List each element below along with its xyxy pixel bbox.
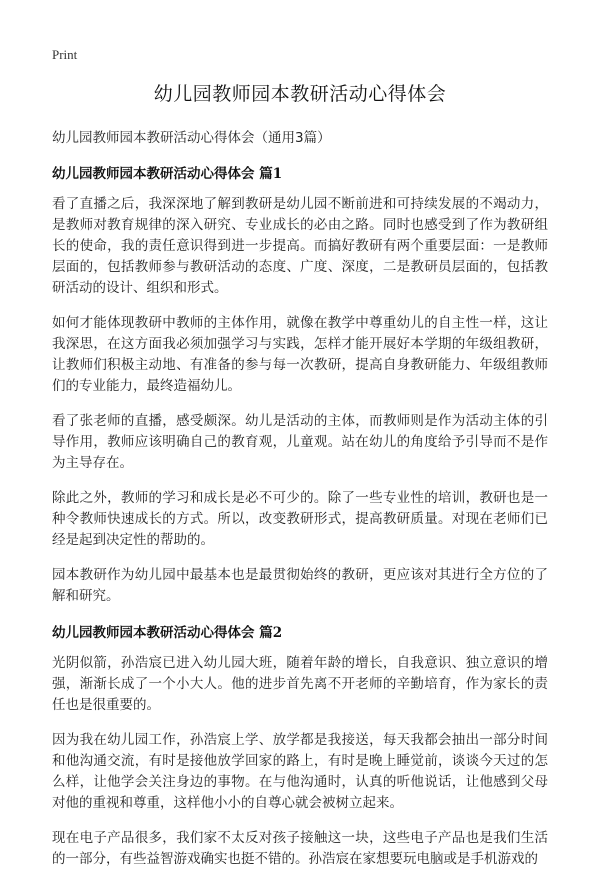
paragraph: 现在电子产品很多，我们家不太反对孩子接触这一块，这些电子产品也是我们生活的一部分，有些益智游戏确实也挺不错的。孙浩宸在家想要玩电脑或是手机游戏的: [52, 830, 548, 867]
section-1: [52, 162, 548, 607]
document-title: 幼儿园教师园本教研活动心得体会: [153, 83, 447, 105]
paragraph: 除此之外，教师的学习和成长是必不可少的。除了一些专业性的培训，教研也是一种令教师快速成长的方式。所以，改变教研形式，提高教研质量。对现在老师们已经是起到决定性的帮助的。: [52, 490, 548, 548]
section-heading: 幼儿园教师园本教研活动心得体会 篇1: [52, 166, 283, 182]
print-link[interactable]: Print: [52, 47, 78, 62]
section-heading: 幼儿园教师园本教研活动心得体会 篇2: [52, 625, 283, 641]
paragraph: 如何才能体现教研中教师的主体作用，就像在教学中尊重幼儿的自主性一样，这让我深思，在这方面我必须加强学习与实践，怎样才能开展好本学期的年级组教研，让教师们积极主动地、有准备的参与每一次教研，提高自身教研能力、年级组教师们的专业能力，最终造福幼儿。: [52, 315, 548, 394]
paragraph: 园本教研作为幼儿园中最基本也是最贯彻始终的教研，更应该对其进行全方位的了解和研究。: [52, 567, 548, 604]
paragraph: 光阴似箭，孙浩宸已进入幼儿园大班，随着年龄的增长，自我意识、独立意识的增强，渐渐长成了一个小大人。他的进步首先离不开老师的辛勤培育，作为家长的责任也是很重要的。: [52, 655, 548, 713]
paragraph: 看了直播之后，我深深地了解到教研是幼儿园不断前进和可持续发展的不竭动力，是教师对教育规律的深入研究、专业成长的必由之路。同时也感受到了作为教研组长的使命，我的责任意识得到进一步提高。而搞好教研有两个重要层面：一是教师层面的，包括教师参与教研活动的态度、广度、深度，二是教研员层面的，包括教研活动的设计、组织和形式。: [52, 196, 548, 296]
document-subtitle: 幼儿园教师园本教研活动心得体会（通用3篇）: [52, 130, 331, 146]
paragraph: 因为我在幼儿园工作，孙浩宸上学、放学都是我接送，每天我都会抽出一部分时间和他沟通交流，有时是接他放学回家的路上，有时是晚上睡觉前，谈谈今天过的怎么样，让他学会关注身边的事物。在与他沟通时，认真的听他说话，让他感到父母对他的重视和尊重，这样他小小的自尊心就会被树立起来。: [52, 732, 548, 811]
paragraph: 看了张老师的直播，感受颇深。幼儿是活动的主体，而教师则是作为活动主体的引导作用，教师应该明确自己的教育观，儿童观。站在幼儿的角度给予引导而不是作为主导存在。: [52, 413, 548, 471]
section-2: [52, 621, 548, 870]
